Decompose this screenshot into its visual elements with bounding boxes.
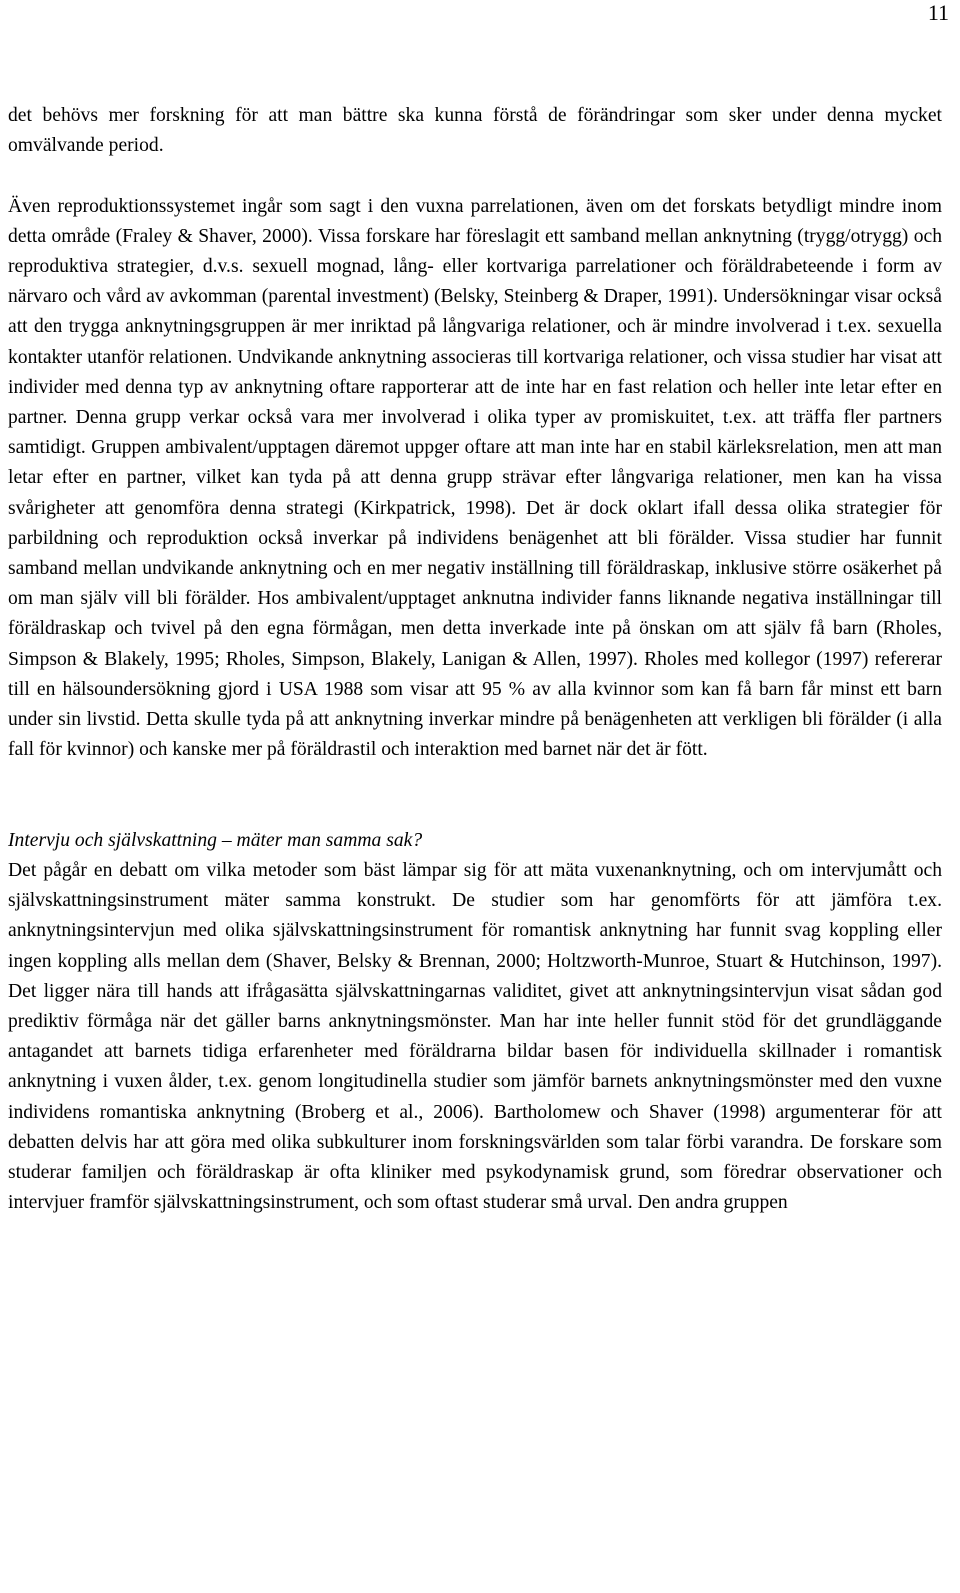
section-heading: Intervju och självskattning – mäter man samma sak? (8, 829, 423, 851)
paragraph-spacer (8, 161, 942, 191)
section-spacer (8, 765, 942, 825)
paragraph-interview: Det pågår en debatt om vilka metoder som bäst lämpar sig för att mäta vuxenanknytning, och om intervjumått och självskattningsinstrument mäter samma konstrukt. De studier som har genomförts för att jämföra t.ex. anknytningsintervjun med olika självskattningsinstrument för romantisk anknytning har funnit svag koppling eller ingen koppling alls mellan dem (Shaver, Belsky & Brennan, 2000; Holtzworth-Munroe, Stuart & Hutchinson, 1997). Det ligger nära till hands att ifrågasätta självskattningarnas validitet, givet att anknytningsintervjun visat sådan god prediktiv förmåga när det gäller barns anknytningsmönster. Man har inte heller funnit stöd för det grundläggande antagandet att barnets tidiga erfarenheter med föräldrarna bildar basen för individuella skillnader i romantisk anknytning i vuxen ålder, t.ex. genom longitudinella studier som jämför barnets anknytningsmönster med den vuxne individens romantiska anknytning (Broberg et al., 2006). Bartholomew och Shaver (1998) argumenterar för att debatten delvis har att göra med olika subkulturer inom forskningsvärlden som talar förbi varandra. De forskare som studerar familjen och föräldraskap är ofta kliniker med psykodynamisk grund, som föredrar observationer och intervjuer framför självskattningsinstrument, och som oftast studerar små urval. Den andra gruppen (8, 860, 942, 1214)
paragraph-period: det behövs mer forskning för att man bättre ska kunna förstå de förändringar som sker under denna mycket omvälvande period. (8, 105, 942, 157)
paragraph-reproduction: Även reproduktionssystemet ingår som sagt i den vuxna parrelationen, även om det forskats betydligt mindre inom detta område (Fraley & Shaver, 2000). Vissa forskare har föreslagit ett samband mellan anknytning (trygg/otrygg) och reproduktiva strategier, d.v.s. sexuell mognad, lång- eller kortvariga parrelationer och föräldrabeteende i form av närvaro och vård av avkomman (parental investment) (Belsky, Steinberg & Draper, 1991). Undersökningar visar också att den trygga anknytningsgruppen är mer inriktad på långvariga relationer, och är mindre involverad i t.ex. sexuella kontakter utanför relationen. Undvikande anknytning associeras till kortvariga relationer, och vissa studier har visat att individer med denna typ av anknytning oftare rapporterar att de inte har en fast relation och heller inte letar efter en partner. Denna grupp verkar också vara mer involverad i olika typer av promiskuitet, t.ex. att träffa fler partners samtidigt. Gruppen ambivalent/upptagen däremot uppger oftare att man inte har en stabil kärleksrelation, men att man letar efter en partner, vilket kan tyda på att denna grupp strävar efter långvariga relationer, men kan ha vissa svårigheter att genomföra denna strategi (Kirkpatrick, 1998). Det är dock oklart ifall dessa olika strategier för parbildning och reproduktion också inverkar på individens benägenhet att bli förälder. Vissa studier har funnit samband mellan undvikande anknytning och en mer negativ inställning till föräldraskap, inklusive större osäkerhet på om man själv vill bli förälder. Hos ambivalent/upptaget anknutna individer fanns liknande negativa inställningar till föräldraskap och tvivel på den egna förmågan, men detta inverkade inte på önskan om att själv få barn (Rholes, Simpson & Blakely, 1995; Rholes, Simpson, Blakely, Lanigan & Allen, 1997). Rholes med kollegor (1997) refererar till en hälsoundersökning gjord i USA 1988 som visar att 95 % av alla kvinnor som kan få barn får minst ett barn under sin livstid. Detta skulle tyda på att anknytning inverkar mindre på benägenheten att verkligen bli förälder (i alla fall för kvinnor) och kanske mer på föräldrastil och interaktion med barnet när det är fött. (8, 195, 942, 761)
document-body (8, 101, 942, 1218)
page-number: 11 (927, 0, 949, 25)
